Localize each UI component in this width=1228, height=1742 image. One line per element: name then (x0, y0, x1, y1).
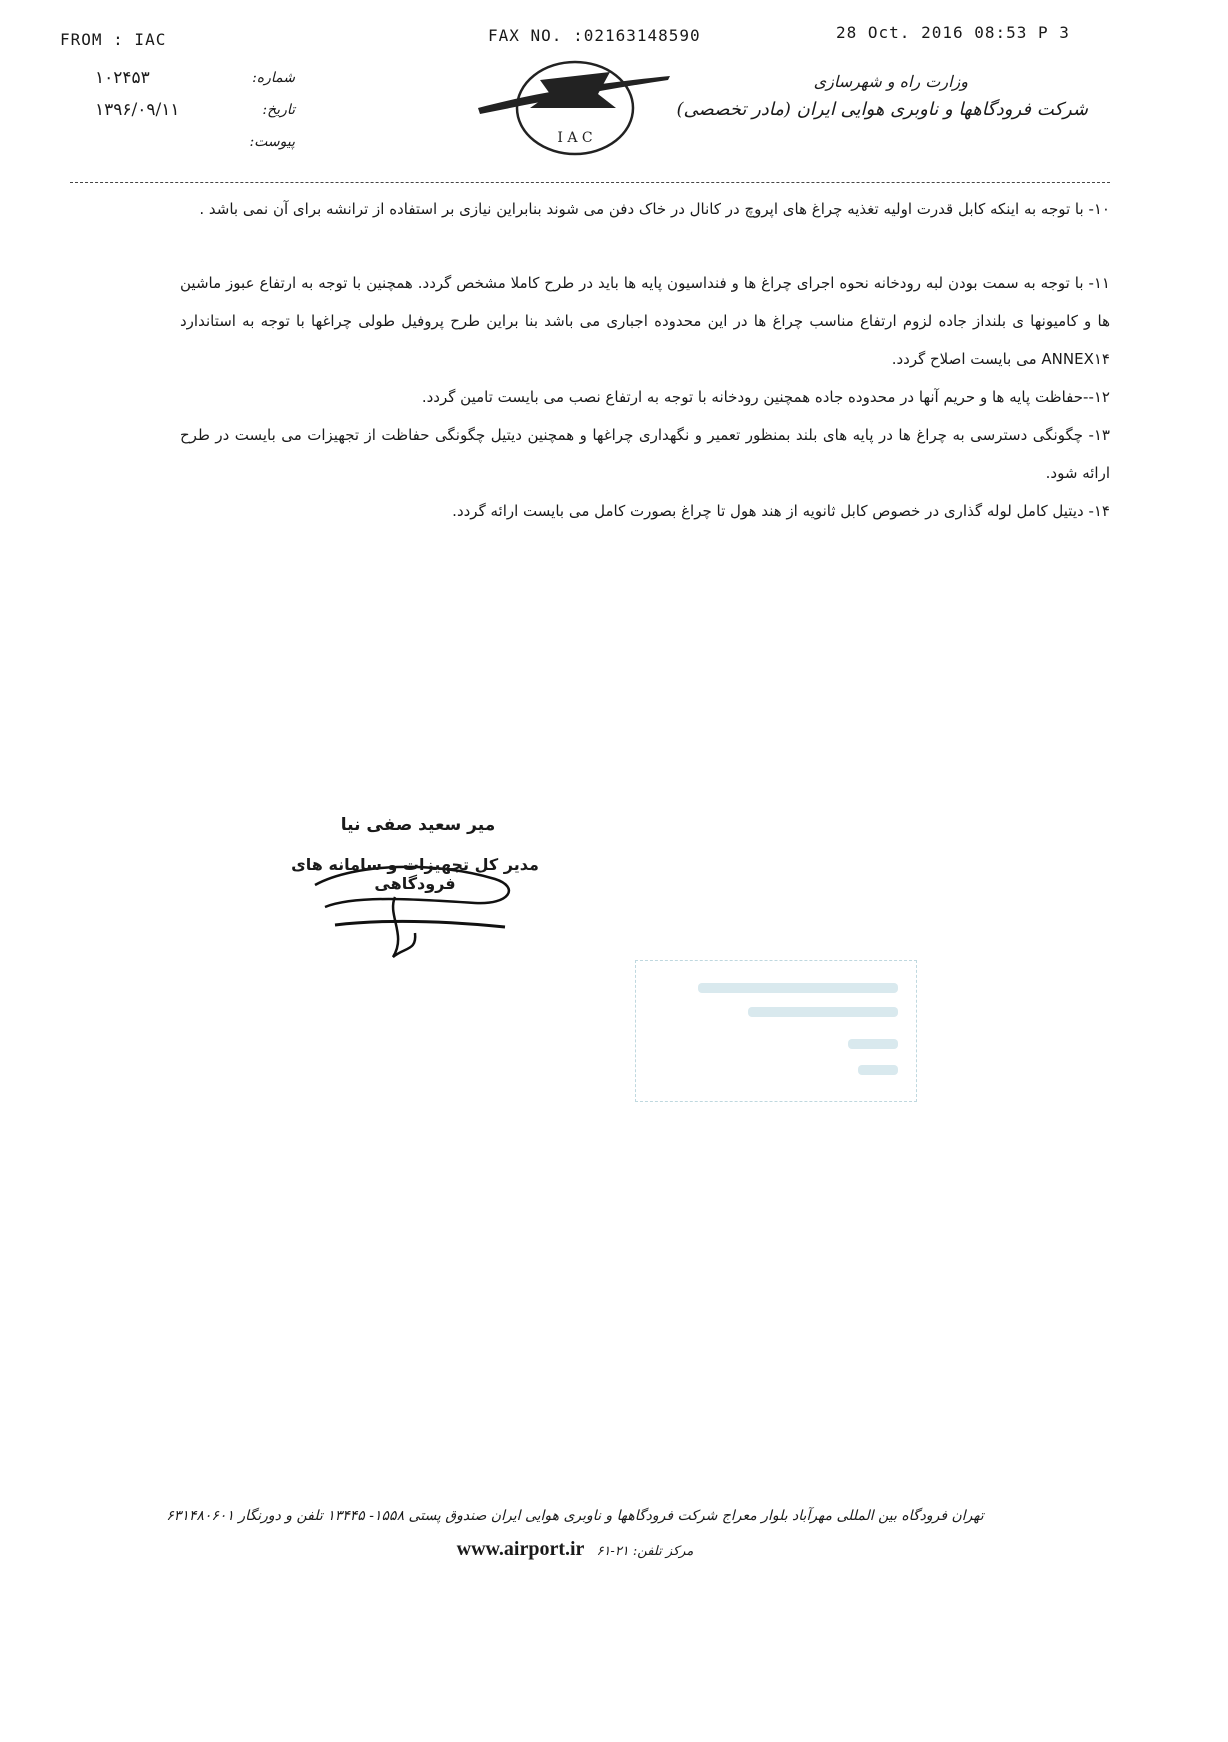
stamp-text-line (698, 983, 898, 993)
paragraph-13: ۱۳- چگونگی دسترسی به چراغ ها در پایه های بلند بمنظور تعمیر و نگهداری چراغها و همچنین دیتیل چگونگی حفاظت از تجهیزات می بایست در طرح ارائه شود. (180, 426, 1110, 482)
signature-block (265, 815, 565, 965)
logo-text: I A C (557, 130, 593, 146)
stamp-text-line (858, 1065, 898, 1075)
letter-body (180, 190, 1110, 530)
received-stamp (635, 960, 917, 1102)
letter-date: ۱۳۹۶/۰۹/۱۱ (95, 100, 180, 120)
paragraph-11: ۱۱- با توجه به سمت بودن لبه رودخانه نحوه اجرای چراغ ها و فنداسیون پایه ها باید در طرح کاملا مشخص گردد. همچنین با توجه به ارتفاع عبوز ماشین ها و کامیونها ی بلنداز جاده لزوم ارتفاع مناسب چراغ ها در این محدوده اجباری می باشد بنا براین طرح پروفیل طولی چراغها با توجه به استاندارد ANNEX۱۴ می بایست اصلاح گردد. (180, 274, 1110, 368)
company-name: شرکت فرودگاهها و ناوبری هوایی ایران (مادر تخصصی) (676, 99, 1088, 120)
paragraph-14: ۱۴- دیتیل کامل لوله گذاری در خصوص کابل ثانویه از هند هول تا چراغ بصورت کامل می بایست ارائه گردد. (452, 502, 1110, 520)
signatory-title: مدیر کل تجهیزات و سامانه های فرودگاهی (291, 855, 539, 893)
footer-contact-row (150, 1538, 1000, 1561)
stamp-text-line (848, 1039, 898, 1049)
org-header (668, 72, 1088, 120)
signatory-name: میر سعید صفی نیا (340, 815, 496, 835)
letter-meta (95, 62, 295, 158)
letter-number-label: شماره: (252, 70, 295, 86)
meta-number-row (95, 62, 295, 94)
fax-date-page: 28 Oct. 2016 08:53 P 3 (836, 23, 1070, 42)
footer-call-center: مرکز تلفن: ۲۱-۶۱ (596, 1544, 694, 1559)
footer-website[interactable]: www.airport.ir (456, 1538, 585, 1560)
letter-date-label: تاریخ: (262, 102, 295, 118)
fax-from: FROM : IAC (60, 30, 167, 49)
letter-attachment-label: پیوست: (249, 134, 295, 150)
iac-logo (470, 50, 680, 160)
fax-number: FAX NO. :02163148590 (488, 26, 701, 45)
letter-number: ۱۰۲۴۵۳ (95, 68, 150, 88)
ministry-name: وزارت راه و شهرسازی (813, 72, 968, 91)
meta-attachment-row (95, 126, 295, 158)
footer-address: تهران فرودگاه بین المللی مهرآباد بلوار معراج شرکت فرودگاهها و ناوبری هوایی ایران صندوق پستی ۱۵۵۸- ۱۳۴۴۵ تلفن و دورنگار ۶۳۱۴۸۰۶۰۱ (166, 1508, 984, 1524)
header-divider (70, 182, 1110, 183)
paragraph-10: ۱۰- با توجه به اینکه کابل قدرت اولیه تغذیه چراغ های اپروچ در کانال در خاک دفن می شوند بنابراین نیازی بر استفاده از ترانشه برای آن نمی باشد . (199, 200, 1110, 218)
meta-date-row (95, 94, 295, 126)
paragraph-spacer (180, 228, 1110, 264)
letter-footer (150, 1508, 1000, 1561)
stamp-text-line (748, 1007, 898, 1017)
paragraph-12: ۱۲--حفاظت پایه ها و حریم آنها در محدوده جاده همچنین رودخانه با توجه به ارتفاع نصب می بایست تامین گردد. (421, 388, 1110, 406)
